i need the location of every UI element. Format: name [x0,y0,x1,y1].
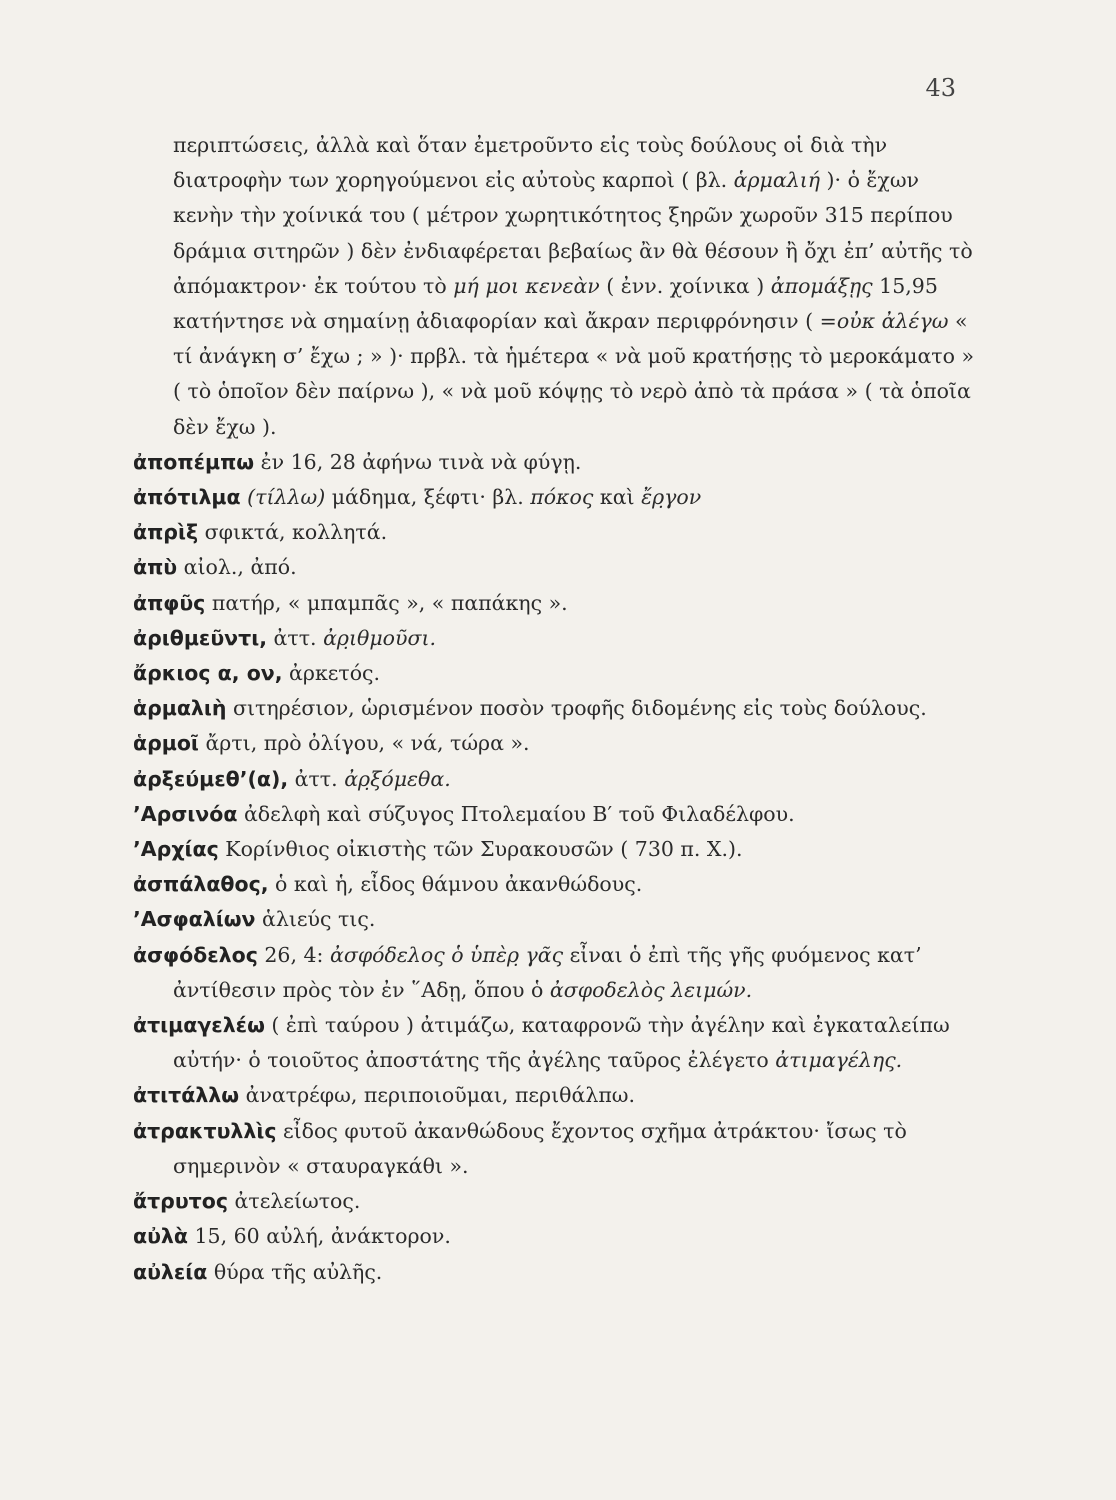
italic-text: ἀσφόδελος ὁ ὑπὲρ̣ γᾶς [329,942,564,967]
lexicon-text [133,128,975,1290]
text-run: μάδημα, ξέφτι· βλ. [325,485,531,510]
italic-text: (τίλλω) [247,485,326,510]
entry-headword: ἀπρὶξ [133,520,199,545]
text-run: ἀνατρέφω, περιποιοῦμαι, περιθάλπω. [239,1083,636,1108]
lexicon-entry [133,797,975,832]
entry-headword: ’Αρσινόα [133,801,238,826]
text-run: σφικτά, κολλητά. [198,520,388,545]
lexicon-entry [133,832,975,867]
lexicon-entry [133,480,975,515]
text-run: ἄρτι, πρὸ ὀλίγου, « νά, τώρα ». [198,731,530,756]
italic-text: ἀτιμαγέλης. [775,1048,903,1073]
italic-text: ἀσφοδελὸς λειμών. [549,977,753,1002]
text-run: Κορίνθιος οἰκιστὴς τῶν Συρακουσῶν ( 730 π. Χ.). [218,837,743,862]
text-run: σιτηρέσιον, ὡρισμένον ποσὸν τροφῆς διδομένης εἰς τοὺς δούλους. [226,696,927,721]
lexicon-entry [133,762,975,797]
text-run: ἀττ. [267,625,324,650]
text-run: ὁ καὶ ἡ, εἶδος θάμνου ἀκανθώδους. [268,872,643,897]
paragraph [173,128,975,445]
lexicon-entry [133,1008,975,1078]
text-run: ἀτελείωτος. [228,1189,361,1214]
lexicon-entry [133,621,975,656]
entry-headword: αὐλεία [133,1259,208,1284]
entry-headword: ἀριθμεῦντι, [133,625,267,650]
entry-headword: ἄρκιος α, ον, [133,661,283,686]
entry-headword: ἀτρακτυλλὶς [133,1118,277,1143]
lexicon-entry [133,938,975,1008]
entry-headword: ἀσφόδελος [133,942,258,967]
lexicon-entry [133,550,975,585]
text-run: « τί ἀνάγκη σ’ ἔχω ; » )· πρβλ. τὰ ἡμέτερα « νὰ μοῦ κρατήσῃς τὸ μεροκάματο » ( τὸ ὁποῖον δὲν παίρνω ), « νὰ μοῦ κόψῃς τὸ νερὸ ἀπὸ τὰ πράσα » ( τὰ ὁποῖα δὲν ἔχω ). [173,309,975,439]
text-run: αἰολ., ἀπό. [177,555,297,580]
text-run: εἶναι ὁ ἐπὶ τῆς γῆς φυόμενος κατ’ ἀντίθεσιν πρὸς τὸν ἐν ῞Αδῃ, ὅπου ὁ [173,942,922,1002]
text-run: ἀρκετός. [282,661,381,686]
italic-text: μή μοι κενεὰν [453,273,600,298]
italic-text: ἔρ̣γον [641,485,702,510]
text-run: 15, 60 αὐλή, ἀνάκτορον. [187,1224,451,1249]
entry-headword: ἀποπέμπω [133,449,255,474]
lexicon-entry [133,445,975,480]
italic-text: ἁρμαλιή [733,168,821,193]
italic-text: ἀρ̣ξόμεθα. [344,766,451,791]
text-run: ἁλιεύς τις. [255,907,376,932]
text-run: ἀδελφὴ καὶ σύζυγος Πτολεμαίου Β′ τοῦ Φιλαδέλφου. [237,801,795,826]
text-run: 15,95 κατήντησε νὰ σημαίνῃ ἀδιαφορίαν καὶ ἄκραν περιφρόνησιν ( = [173,273,938,334]
text-run: περιπτώσεις, ἀλλὰ καὶ ὅταν ἐμετροῦντο εἰς τοὺς δούλους οἱ διὰ τὴν διατροφὴν των χορηγούμενοι εἰς αὐτοὺς καρποὶ ( βλ. [173,133,888,193]
entry-headword: ἀπότιλμα [133,485,241,510]
entry-headword: ’Ασφαλίων [133,907,256,932]
entry-headword: ἀσπάλαθος, [133,872,269,897]
text-run: ἐν 16, 28 ἀφήνω τινὰ νὰ φύγῃ. [254,449,582,474]
entry-headword: ἄτρυτος [133,1189,229,1214]
text-run: ( ἐνν. χοίνικα ) [599,273,771,298]
lexicon-entry [133,691,975,726]
lexicon-entry [133,1219,975,1254]
lexicon-entry [133,1114,975,1184]
entry-headword: ἀπὺ [133,555,178,580]
text-run: πατήρ, « μπαμπᾶς », « παπάκης ». [205,590,568,615]
entry-headword: ’Αρχίας [133,837,219,862]
entry-headword: ἀρξεύμεθ’(α), [133,766,289,791]
lexicon-entry [133,1184,975,1219]
lexicon-entry [133,515,975,550]
lexicon-entry [133,1255,975,1290]
text-run: 26, 4: [257,942,330,967]
lexicon-entry [133,586,975,621]
lexicon-entry [133,902,975,937]
italic-text: πόκος [530,485,594,510]
entry-headword: ἁρμαλιὴ [133,696,227,721]
lexicon-entry [133,1078,975,1113]
italic-text: ἀρ̣ιθμοῦσι. [323,625,437,650]
text-run: )· ὁ ἔχων κενὴν τὴν χοίνικά του ( μέτρον χωρητικότητος ξηρῶν χωροῦν 315 περίπου δράμια σιτηρῶν ) δὲν ἐνδιαφέρεται βεβαίως ἂν θὰ θέσουν ἢ ὄχι ἐπ’ αὐτῆς τὸ ἀπόμακτρον· ἐκ τούτου τὸ [173,168,973,298]
lexicon-entry [133,867,975,902]
entry-headword: ἁρμοῖ [133,731,199,756]
continuation-paragraph [133,128,975,445]
entry-list [133,445,975,1290]
text-run: εἶδος φυτοῦ ἀκανθώδους ἔχοντος σχῆμα ἀτράκτου· ἴσως τὸ σημερινὸν « σταυραγκάθι ». [173,1118,907,1178]
text-run: ( ἐπὶ ταύρου ) ἀτιμάζω, καταφρονῶ τὴν ἀγέλην καὶ ἐγκαταλείπω αὐτήν· ὁ τοιοῦτος ἀποστάτης τῆς ἀγέλης ταῦρος ἐλέγετο [173,1013,950,1073]
entry-headword: ἀτιμαγελέω [133,1013,265,1038]
italic-text: οὐκ ἀλέγω [836,309,949,334]
entry-headword: ἀπφῦς [133,590,206,615]
entry-headword: αὐλὰ [133,1224,188,1249]
text-run: θύρα τῆς αὐλῆς. [207,1259,383,1284]
italic-text: ἀπομάξῃς [770,273,873,298]
entry-headword: ἀτιτάλλω [133,1083,240,1108]
lexicon-entry [133,726,975,761]
lexicon-entry [133,656,975,691]
page-number: 43 [925,74,956,102]
text-run: ἀττ. [288,766,345,791]
text-run: καὶ [593,485,642,510]
